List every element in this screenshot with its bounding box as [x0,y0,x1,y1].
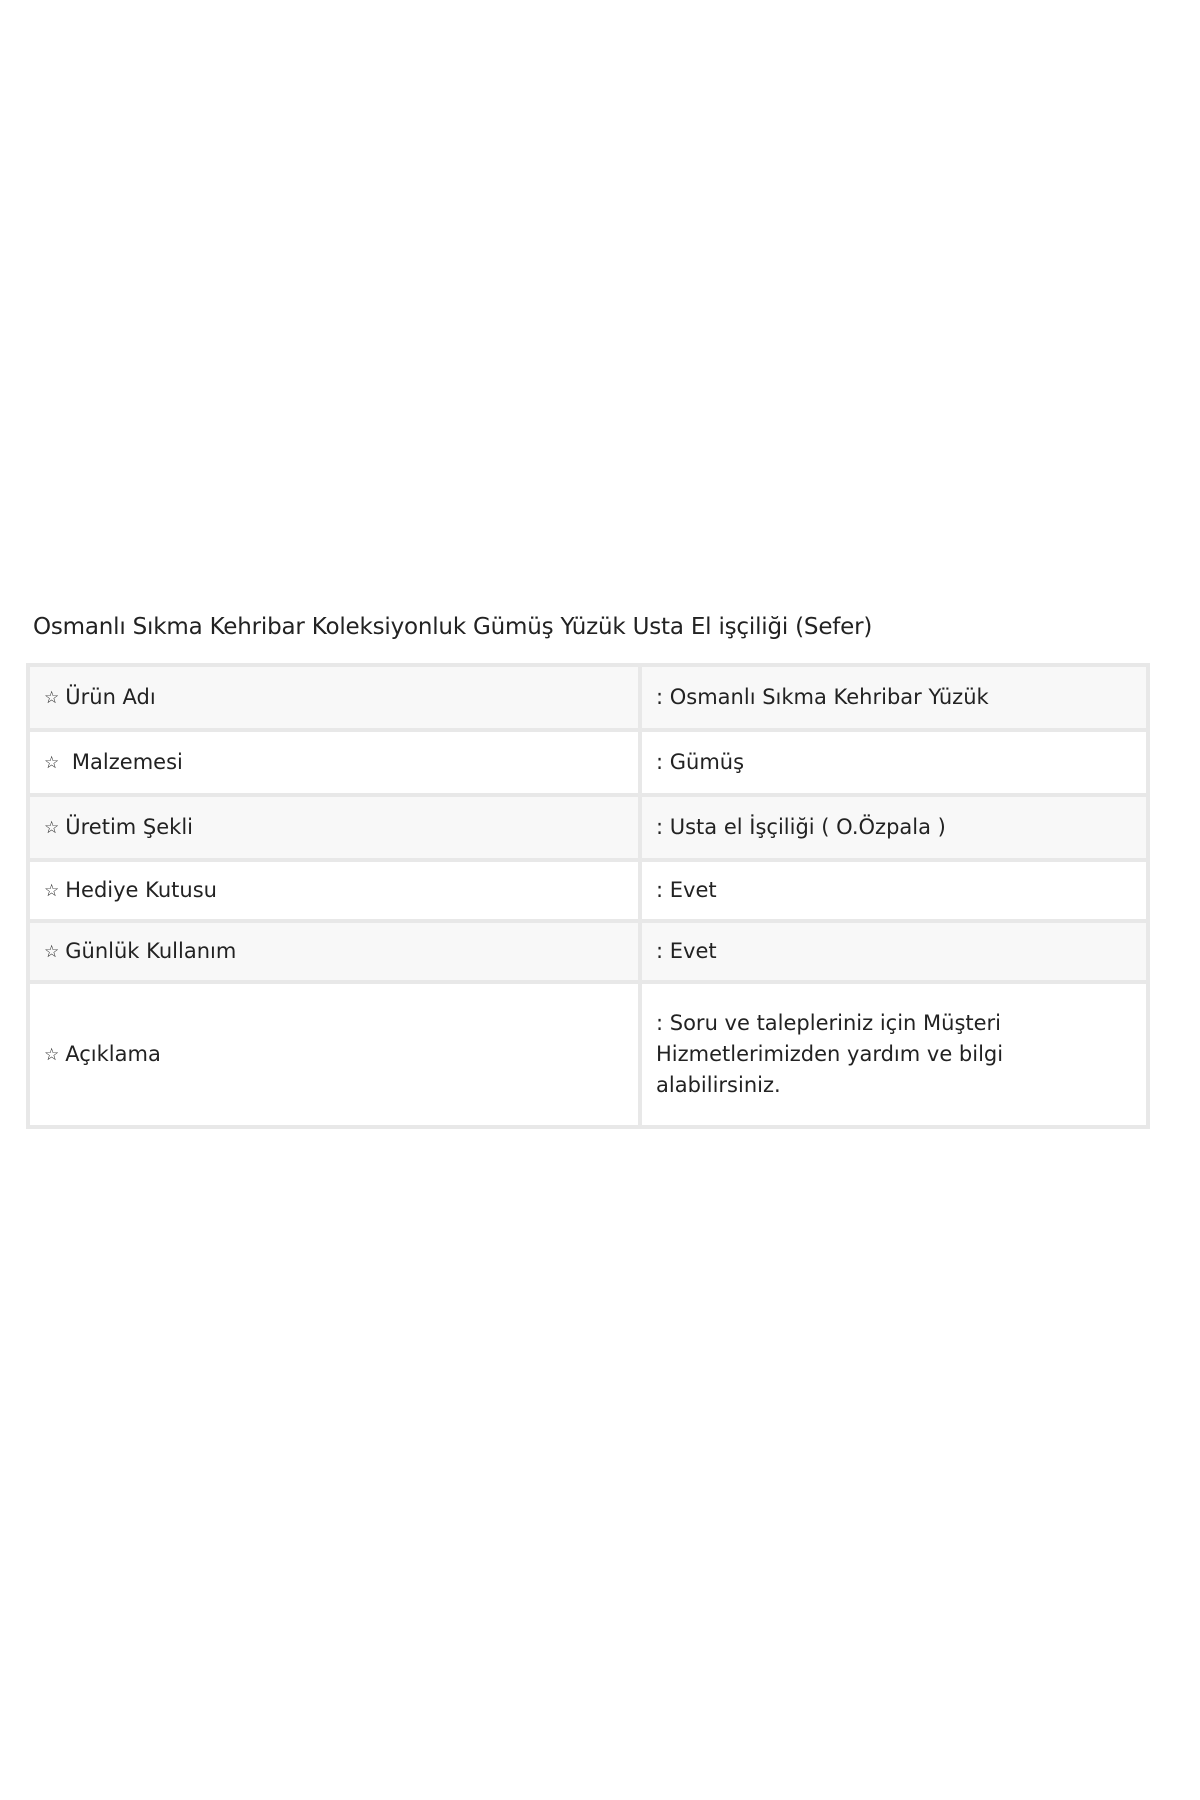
spec-label: Hediye Kutusu [65,877,217,902]
spec-label-cell [28,982,640,1127]
spec-label-cell [28,860,640,921]
star-outline-icon: ☆ [44,941,60,962]
spec-row-gunluk-kullanim [28,921,1148,982]
spec-row-aciklama [28,982,1148,1127]
star-outline-icon: ☆ [44,687,60,708]
spec-row-malzemesi [28,730,1148,795]
spec-label: Günlük Kullanım [65,938,237,963]
spec-label: Ürün Adı [65,684,156,709]
spec-value: : Osmanlı Sıkma Kehribar Yüzük [640,665,1148,730]
spec-value: : Usta el İşçiliği ( O.Özpala ) [640,795,1148,860]
star-outline-icon: ☆ [44,752,60,773]
spec-label-cell [28,921,640,982]
product-description [26,612,1150,1129]
product-title: Osmanlı Sıkma Kehribar Koleksiyonluk Gümüş Yüzük Usta El işçiliği (Sefer) [33,614,873,640]
spec-label-cell [28,665,640,730]
spec-table [26,663,1150,1129]
spec-value: : Evet [640,860,1148,921]
star-outline-icon: ☆ [44,817,60,838]
star-outline-icon: ☆ [44,1044,60,1065]
star-outline-icon: ☆ [44,880,60,901]
spec-row-hediye-kutusu [28,860,1148,921]
spec-label: Malzemesi [65,749,183,774]
spec-value: : Soru ve talepleriniz için Müşteri Hizmetlerimizden yardım ve bilgi alabilirsiniz. [640,982,1148,1127]
spec-label: Açıklama [65,1041,161,1066]
spec-row-uretim-sekli [28,795,1148,860]
spec-row-urun-adi [28,665,1148,730]
spec-label: Üretim Şekli [65,814,193,839]
spec-label-cell [28,795,640,860]
spec-label-cell [28,730,640,795]
spec-value: : Evet [640,921,1148,982]
spec-value: : Gümüş [640,730,1148,795]
